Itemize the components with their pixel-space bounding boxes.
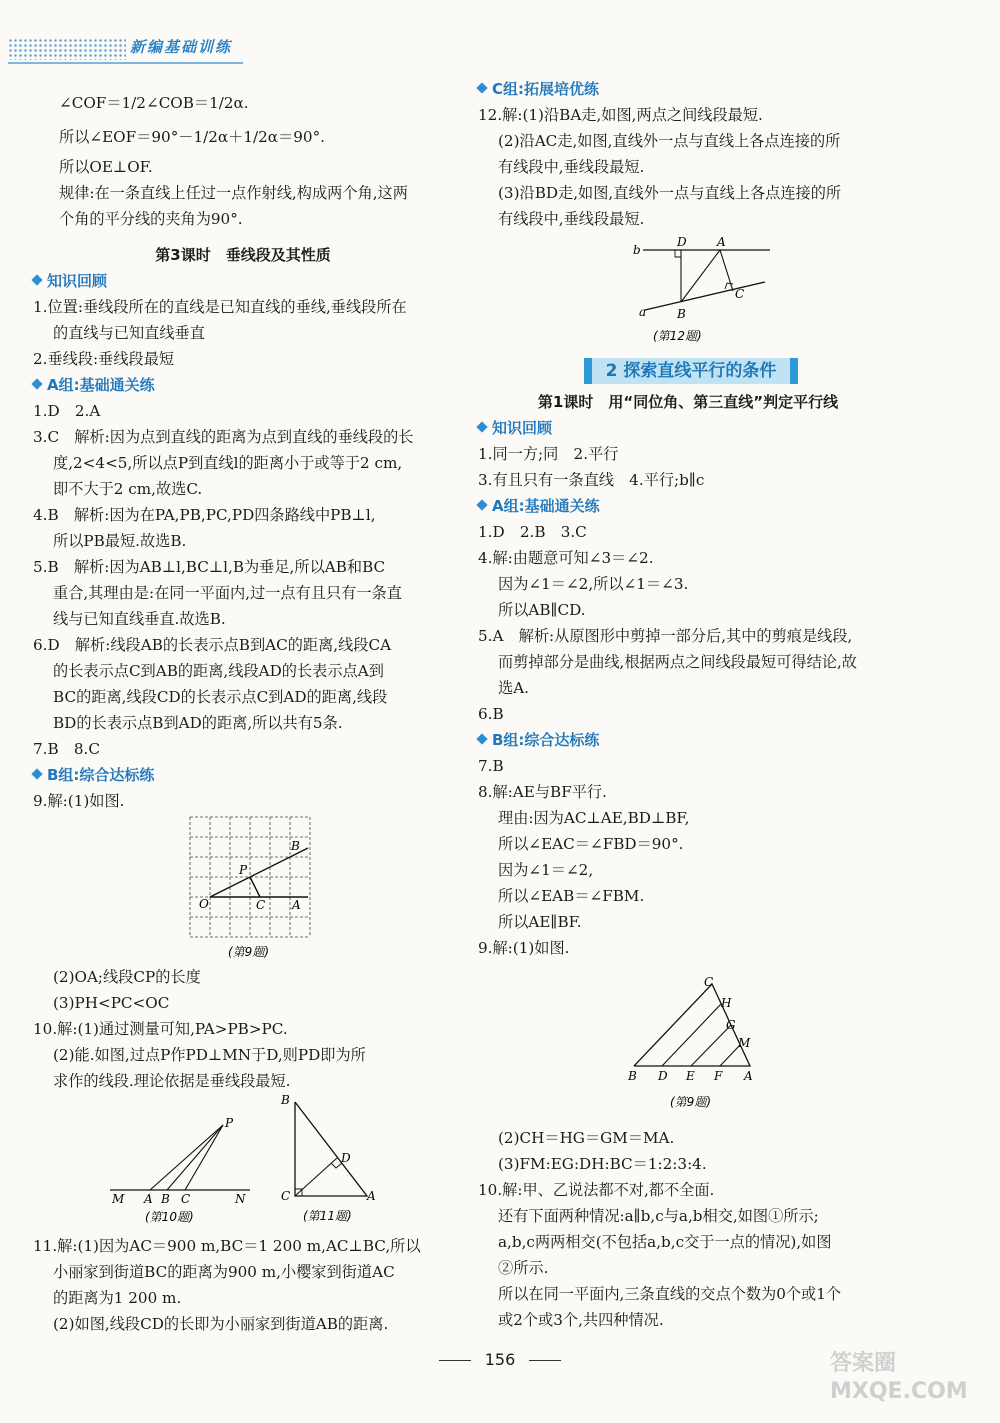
answer-line: 12.解:(1)沿BA走,如图,两点之间线段最短. — [478, 106, 763, 124]
header-dot-pattern — [8, 38, 126, 60]
answer-line: 而剪掉部分是曲线,根据两点之间线段最短可得结论,故 — [498, 653, 857, 671]
left-column-bottom — [33, 1233, 453, 1337]
point-label: D — [658, 1069, 668, 1083]
header-title: 新编基础训练 — [130, 38, 233, 56]
prev-solution — [33, 86, 453, 232]
answer-line: 8.解:AE与BF平行. — [478, 783, 607, 801]
figure-12 — [625, 232, 775, 347]
right-column-lower — [478, 1125, 898, 1333]
answer-line: (2)如图,线段CD的长即为小丽家到街道AB的距离. — [53, 1315, 389, 1333]
answer-line: 的距离为1 200 m. — [53, 1289, 182, 1307]
lesson-title: 第1课时 用“同位角、第三直线”判定平行线 — [537, 393, 839, 411]
answer-line: 理由:因为AC⊥AE,BD⊥BF, — [498, 809, 690, 827]
point-label: A — [292, 898, 301, 912]
page-header — [0, 0, 1000, 68]
page-number-value: 156 — [484, 1350, 516, 1369]
point-label: N — [235, 1192, 246, 1206]
text-line: 规律:在一条直线上任过一点作射线,构成两个角,这两 — [59, 184, 408, 202]
answer-line: 度,2<4<5,所以点P到直线l的距离小于或等于2 cm, — [53, 454, 403, 472]
answer-line: 6.B — [478, 705, 504, 723]
answer-line: 因为∠1＝∠2, — [498, 861, 594, 879]
right-column-main — [478, 389, 898, 961]
answer-line: 4.解:由题意可知∠3＝∠2. — [478, 549, 654, 567]
answer-line: (2)CH＝HG＝GM＝MA. — [498, 1129, 675, 1147]
point-label: B — [291, 839, 300, 853]
answer-line: 所以PB最短.故选B. — [53, 532, 187, 550]
text-line: 2.垂线段:垂线段最短 — [33, 350, 175, 368]
answer-line: 所以AB∥CD. — [498, 601, 586, 619]
left-column-lower — [33, 964, 453, 1094]
point-label: M — [738, 1036, 751, 1050]
answer-line: BD的长表示点B到AD的距离,所以共有5条. — [53, 714, 343, 732]
answer-line: 7.B 8.C — [33, 740, 100, 758]
answer-line: 因为∠1＝∠2,所以∠1＝∠3. — [498, 575, 689, 593]
figure-caption: (第9题) — [670, 1095, 711, 1109]
point-label: D — [341, 1151, 351, 1165]
point-label: F — [714, 1069, 723, 1083]
point-label: P — [225, 1116, 234, 1130]
diamond-icon — [476, 733, 487, 744]
answer-line: 小丽家到街道BC的距离为900 m,小樱家到街道AC — [53, 1263, 395, 1281]
answer-line: 有线段中,垂线段最短. — [498, 158, 645, 176]
header-rule — [8, 62, 243, 64]
answer-line: 11.解:(1)因为AC＝900 m,BC＝1 200 m,AC⊥BC,所以 — [33, 1237, 421, 1255]
diamond-icon — [31, 378, 42, 389]
figure-9-grid — [180, 812, 320, 962]
answer-line: 还有下面两种情况:a∥b,c与a,b相交,如图①所示; — [498, 1207, 819, 1225]
answer-line: (3)FM:EG:DH:BC＝1:2:3:4. — [498, 1155, 707, 1173]
answer-line: (2)OA;线段CP的长度 — [53, 968, 201, 986]
figure-11 — [275, 1090, 385, 1230]
diamond-icon — [476, 499, 487, 510]
answer-line: 9.解:(1)如图. — [33, 792, 125, 810]
answer-line: 重合,其理由是:在同一平面内,过一点有且只有一条直 — [53, 584, 402, 602]
figure-9-triangle — [620, 972, 770, 1114]
answer-line: 9.解:(1)如图. — [478, 939, 570, 957]
answer-line: 4.B 解析:因为在PA,PB,PC,PD四条路线中PB⊥l, — [33, 506, 376, 524]
point-label: G — [726, 1018, 736, 1032]
answer-line: 所以AE∥BF. — [498, 913, 582, 931]
answer-line: (3)PH<PC<OC — [53, 994, 170, 1012]
point-label: B — [161, 1192, 170, 1206]
point-label: B — [628, 1069, 637, 1083]
answer-line: 有线段中,垂线段最短. — [498, 210, 645, 228]
point-label: C — [281, 1189, 291, 1203]
point-label: O — [199, 897, 209, 911]
point-label: A — [367, 1189, 376, 1203]
answer-line: (3)沿BD走,如图,直线外一点与直线上各点连接的所 — [498, 184, 842, 202]
point-label: b — [633, 243, 641, 257]
answer-line: 或2个或3个,共四种情况. — [498, 1311, 664, 1329]
lesson-title: 第3课时 垂线段及其性质 — [155, 246, 331, 264]
section-heading: A组:基础通关练 — [33, 372, 453, 398]
point-label: C — [704, 975, 714, 989]
point-label: A — [144, 1192, 153, 1206]
figure-caption: (第11题) — [303, 1209, 352, 1223]
section-banner: 2 探索直线平行的条件 — [584, 358, 798, 384]
page-number-dash — [439, 1360, 471, 1361]
answer-line: 所以∠EAC＝∠FBD＝90°. — [498, 835, 684, 853]
answer-line: (2)沿AC走,如图,直线外一点与直线上各点连接的所 — [498, 132, 841, 150]
answer-line: 1.同一方;同 2.平行 — [478, 445, 619, 463]
answer-line: 1.D 2.B 3.C — [478, 523, 587, 541]
diamond-icon — [31, 768, 42, 779]
point-label: E — [686, 1069, 695, 1083]
point-label: D — [677, 235, 687, 249]
section-heading: C组:拓展培优练 — [478, 76, 898, 102]
figure-caption: (第10题) — [145, 1210, 194, 1224]
figure-caption: (第12题) — [653, 329, 702, 343]
point-label: M — [112, 1192, 125, 1206]
answer-line: 线与已知直线垂直.故选B. — [53, 610, 226, 628]
point-label: H — [721, 996, 732, 1010]
answer-line: 7.B — [478, 757, 504, 775]
answer-line: a,b,c两两相交(不包括a,b,c交于一点的情况),如图 — [498, 1233, 832, 1251]
section-heading: 知识回顾 — [33, 268, 453, 294]
point-label: C — [735, 287, 745, 301]
point-label: C — [256, 898, 266, 912]
point-label: B — [281, 1093, 290, 1107]
answer-line: 10.解:甲、乙说法都不对,都不全面. — [478, 1181, 715, 1199]
answer-line: 10.解:(1)通过测量可知,PA>PB>PC. — [33, 1020, 288, 1038]
diamond-icon — [31, 274, 42, 285]
answer-line: 所以∠EAB＝∠FBM. — [498, 887, 645, 905]
figure-10 — [105, 1115, 255, 1225]
text-line: 所以∠EOF＝90°－1/2α＋1/2α＝90°. — [59, 128, 325, 146]
section-heading: 知识回顾 — [478, 415, 898, 441]
text-line: 所以OE⊥OF. — [59, 158, 153, 176]
answer-line: (2)能.如图,过点P作PD⊥MN于D,则PD即为所 — [53, 1046, 366, 1064]
diamond-icon — [476, 421, 487, 432]
text-line: ∠COF＝1/2∠COB＝1/2α. — [59, 94, 249, 112]
left-column — [33, 86, 453, 814]
answer-line: 1.D 2.A — [33, 402, 101, 420]
right-column — [478, 76, 898, 232]
watermark: 答案圈 MXQE.COM — [830, 1351, 968, 1404]
answer-line: 5.A 解析:从原图形中剪掉一部分后,其中的剪痕是线段, — [478, 627, 853, 645]
section-heading: A组:基础通关练 — [478, 493, 898, 519]
answer-line: 5.B 解析:因为AB⊥l,BC⊥l,B为垂足,所以AB和BC — [33, 558, 386, 576]
point-label: B — [677, 307, 686, 321]
answer-line: 3.有且只有一条直线 4.平行;b∥c — [478, 471, 705, 489]
answer-line: 6.D 解析:线段AB的长表示点B到AC的距离,线段CA — [33, 636, 392, 654]
answer-line: 求作的线段.理论依据是垂线段最短. — [53, 1072, 291, 1090]
diamond-icon — [476, 82, 487, 93]
section-heading: B组:综合达标练 — [33, 762, 453, 788]
answer-line: 3.C 解析:因为点到直线的距离为点到直线的垂线段的长 — [33, 428, 414, 446]
answer-line: 的长表示点C到AB的距离,线段AD的长表示点A到 — [53, 662, 384, 680]
answer-line: 即不大于2 cm,故选C. — [53, 480, 203, 498]
point-label: A — [717, 235, 726, 249]
text-line: 的直线与已知直线垂直 — [53, 324, 205, 342]
point-label: a — [639, 305, 647, 319]
point-label: C — [181, 1192, 191, 1206]
answer-line: 所以在同一平面内,三条直线的交点个数为0个或1个 — [498, 1285, 842, 1303]
text-line: 1.位置:垂线段所在的直线是已知直线的垂线,垂线段所在 — [33, 298, 407, 316]
section-heading: B组:综合达标练 — [478, 727, 898, 753]
answer-line: 选A. — [498, 679, 529, 697]
answer-line: BC的距离,线段CD的长表示点C到AD的距离,线段 — [53, 688, 388, 706]
text-line: 个角的平分线的夹角为90°. — [59, 210, 243, 228]
page-number-dash — [529, 1360, 561, 1361]
point-label: P — [239, 863, 248, 877]
answer-line: ②所示. — [498, 1259, 549, 1277]
point-label: A — [744, 1069, 753, 1083]
figure-caption: (第9题) — [228, 945, 269, 959]
